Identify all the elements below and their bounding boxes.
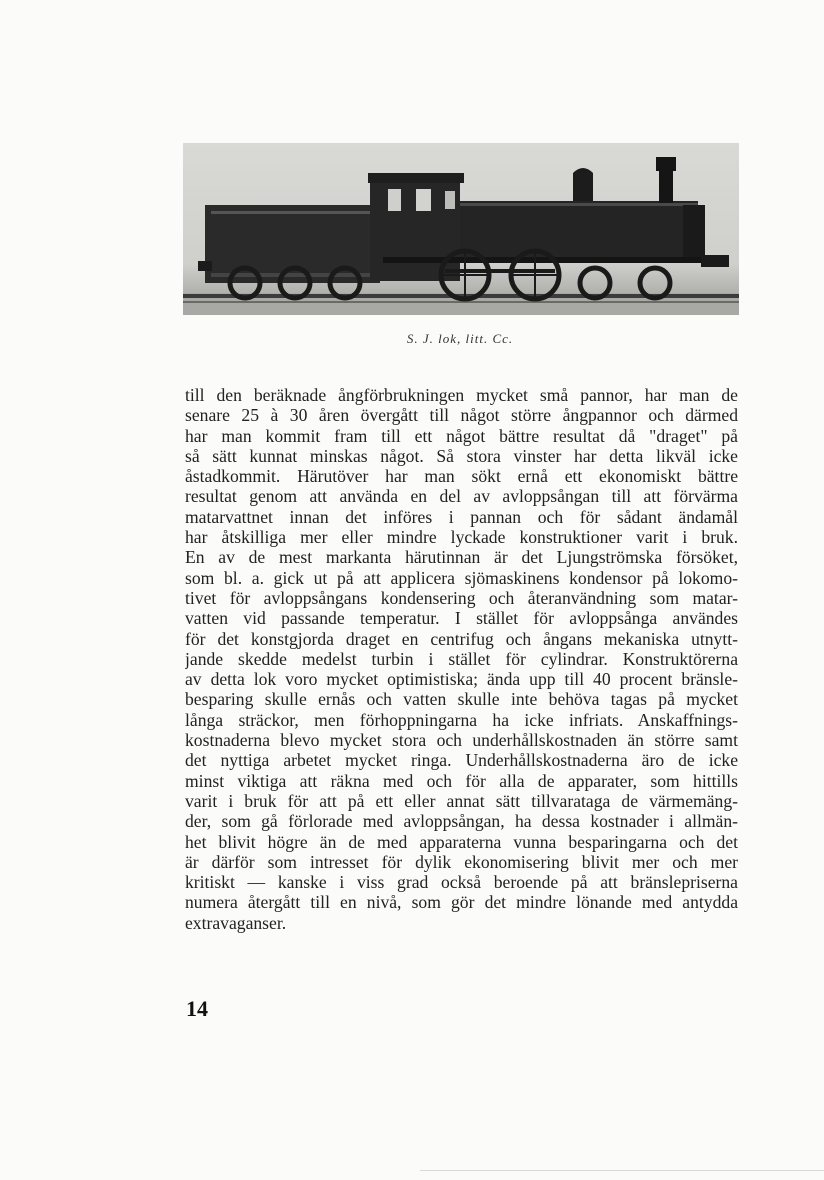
- locomotive-photo: [183, 143, 739, 315]
- text-line: kostnaderna blevo mycket stora och underhållskostnaden än större samt: [185, 730, 738, 751]
- figure-caption: S. J. lok, litt. Cc.: [406, 331, 514, 346]
- text-line: för det konstgjorda draget en centrifug och ångans mekaniska utnytt-: [185, 628, 738, 649]
- text-line: extravaganser.: [185, 912, 287, 933]
- text-line: varit i bruk för att på ett eller annat sätt tillvarataga de värmemäng-: [185, 790, 738, 811]
- text-line: som bl. a. gick ut på att applicera sjömaskinens kondensor på lokomo-: [185, 567, 738, 588]
- text-line: det nyttiga arbetet mycket ringa. Underhållskostnaderna äro de icke: [185, 750, 738, 771]
- text-line: minst viktiga att räkna med och för alla de apparater, som hittills: [185, 770, 738, 791]
- body-text: [185, 385, 738, 933]
- text-line: besparing skulle ernås och vatten skulle inte behöva tagas på mycket: [185, 689, 738, 710]
- text-line: het blivit högre än de med apparaterna vunna besparingarna och det: [185, 831, 738, 852]
- text-line: En av de mest markanta härutinnan är det Ljungströmska försöket,: [185, 547, 738, 568]
- page-edge-rule: [420, 1170, 824, 1171]
- text-line: långa sträckor, men förhoppningarna ha icke infriats. Anskaffnings-: [185, 709, 738, 730]
- text-line: till den beräknade ångförbrukningen mycket små pannor, har man de: [185, 385, 738, 405]
- text-line: åstadkommit. Härutöver har man sökt ernå ett ekonomiskt bättre: [185, 466, 738, 487]
- text-line: kritiskt — kanske i viss grad också beroende på att bränslepriserna: [185, 872, 738, 893]
- page-number: 14: [186, 996, 208, 1021]
- text-line: resultat genom att använda en del av avloppsångan till att förvärma: [185, 486, 738, 507]
- text-line: har åtskilliga mer eller mindre lyckade konstruktioner varit i bruk.: [185, 527, 738, 548]
- text-line: vatten vid passande temperatur. I stället för avloppsånga användes: [185, 608, 738, 629]
- text-line: numera återgått till en nivå, som gör det mindre lönande med antydda: [185, 892, 738, 913]
- text-line: matarvattnet innan det införes i pannan och för sådant ändamål: [185, 506, 738, 527]
- text-line: senare 25 à 30 åren övergått till något större ångpannor och därmed: [185, 405, 738, 426]
- text-line: är därför som intresset för dylik ekonomisering blivit mer och mer: [185, 851, 738, 872]
- text-line: tivet för avloppsångans kondensering och återanvändning som matar-: [185, 587, 738, 608]
- text-line: av detta lok voro mycket optimistiska; ända upp till 40 procent bränsle-: [185, 669, 738, 690]
- text-line: så sätt kunnat minskas något. Så stora vinster har detta likväl icke: [185, 445, 738, 466]
- text-line: der, som gå förlorade med avloppsångan, ha dessa kostnader i allmän-: [185, 811, 738, 832]
- text-line: har man kommit fram till ett något bättre resultat då "draget" på: [185, 425, 738, 446]
- text-line: jande skedde medelst turbin i stället för cylindrar. Konstruktörerna: [185, 648, 738, 669]
